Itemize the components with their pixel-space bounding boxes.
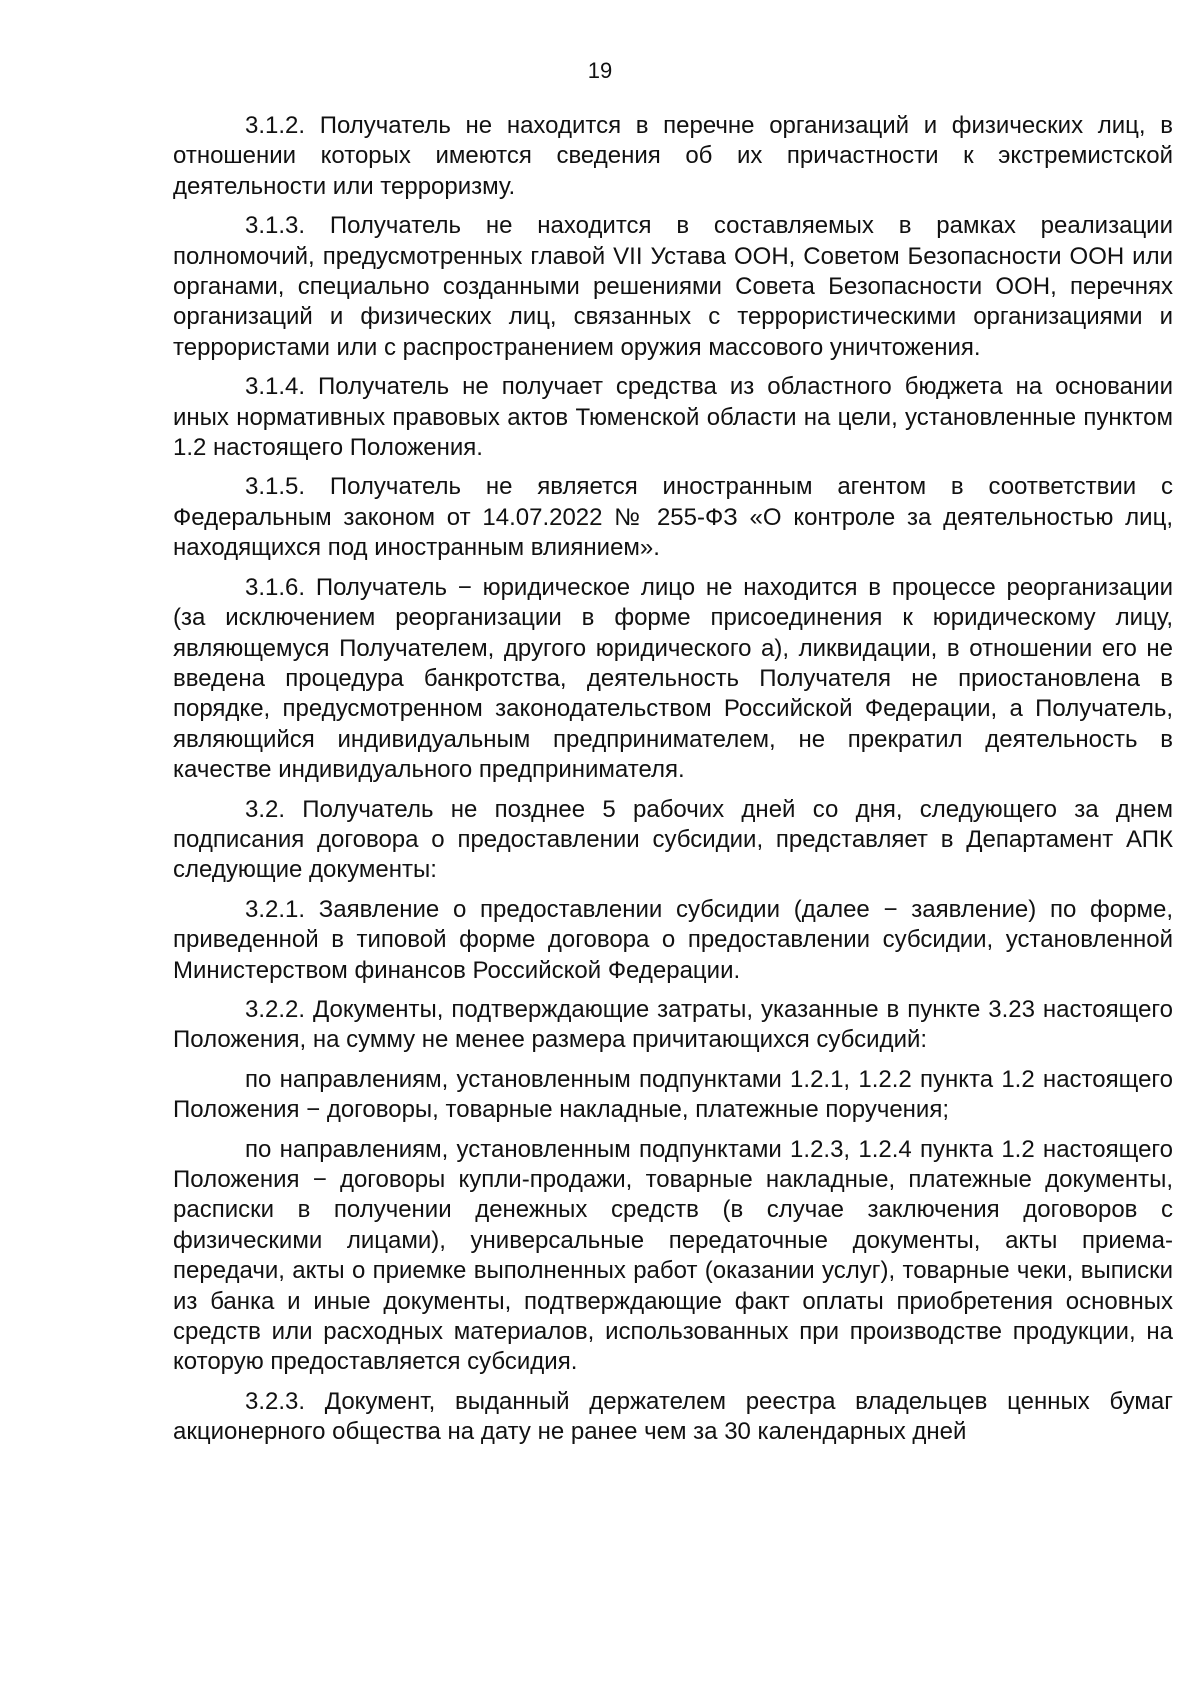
document-body: [173, 111, 1173, 1457]
paragraph-directions-1-2-3: по направлениям, установленным подпунктами 1.2.3, 1.2.4 пункта 1.2 настоящего Положения − договоры купли-продажи, товарные накладные, платежные документы, расписки в получении денежных средств (в случае заключения договоров с физическими лицами), универсальные передаточные документы, акты приема-передачи, акты о приемке выполненных работ (оказании услуг), товарные чеки, выписки из банка и иные документы, подтверждающие факт оплаты приобретения основных средств или расходных материалов, использованных при производстве продукции, на которую предоставляется субсидия.: [173, 1135, 1173, 1376]
paragraph-3-2-3: 3.2.3. Документ, выданный держателем реестра владельцев ценных бумаг акционерного общества на дату не ранее чем за 30 календарных дней: [173, 1387, 1173, 1446]
paragraph-3-2-2: 3.2.2. Документы, подтверждающие затраты, указанные в пункте 3.23 настоящего Положения, на сумму не менее размера причитающихся субсидий:: [173, 995, 1173, 1054]
paragraph-3-1-2: 3.1.2. Получатель не находится в перечне организаций и физических лиц, в отношении которых имеются сведения об их причастности к экстремистской деятельности или терроризму.: [173, 112, 1173, 200]
paragraph-3-2: 3.2. Получатель не позднее 5 рабочих дней со дня, следующего за днем подписания договора о предоставлении субсидии, представляет в Департамент АПК следующие документы:: [173, 795, 1173, 884]
paragraph-3-1-3: 3.1.3. Получатель не находится в составляемых в рамках реализации полномочий, предусмотренных главой VII Устава ООН, Советом Безопасности ООН или органами, специально созданными решениями Совета Безопасности ООН, перечнях организаций и физических лиц, связанных с террористическими организациями и террористами или с распространением оружия массового уничтожения.: [173, 212, 1173, 361]
paragraph-3-1-6: 3.1.6. Получатель − юридическое лицо не находится в процессе реорганизации (за исключением реорганизации в форме присоединения к юридическому лицу, являющемуся Получателем, другого юридического а), ликвидации, в отношении его не введена процедура банкротства, деятельность Получателя не приостановлена в порядке, предусмотренном законодательством Российской Федерации, а Получатель, являющийся индивидуальным предпринимателем, не прекратил деятельность в качестве индивидуального предпринимателя.: [173, 573, 1173, 784]
paragraph-3-1-5: 3.1.5. Получатель не является иностранным агентом в соответствии с Федеральным законом от 14.07.2022 № 255-ФЗ «О контроле за деятельностью лиц, находящихся под иностранным влиянием».: [173, 473, 1173, 562]
paragraph-directions-1-2-1: по направлениям, установленным подпунктами 1.2.1, 1.2.2 пункта 1.2 настоящего Положения − договоры, товарные накладные, платежные поручения;: [173, 1065, 1173, 1124]
paragraph-3-1-4: 3.1.4. Получатель не получает средства из областного бюджета на основании иных нормативных правовых актов Тюменской области на цели, установленные пунктом 1.2 настоящего Положения.: [173, 373, 1173, 462]
page-number: 19: [587, 58, 613, 83]
paragraph-3-2-1: 3.2.1. Заявление о предоставлении субсидии (далее − заявление) по форме, приведенной в типовой форме договора о предоставлении субсидии, установленной Министерством финансов Российской Федерации.: [173, 895, 1173, 984]
